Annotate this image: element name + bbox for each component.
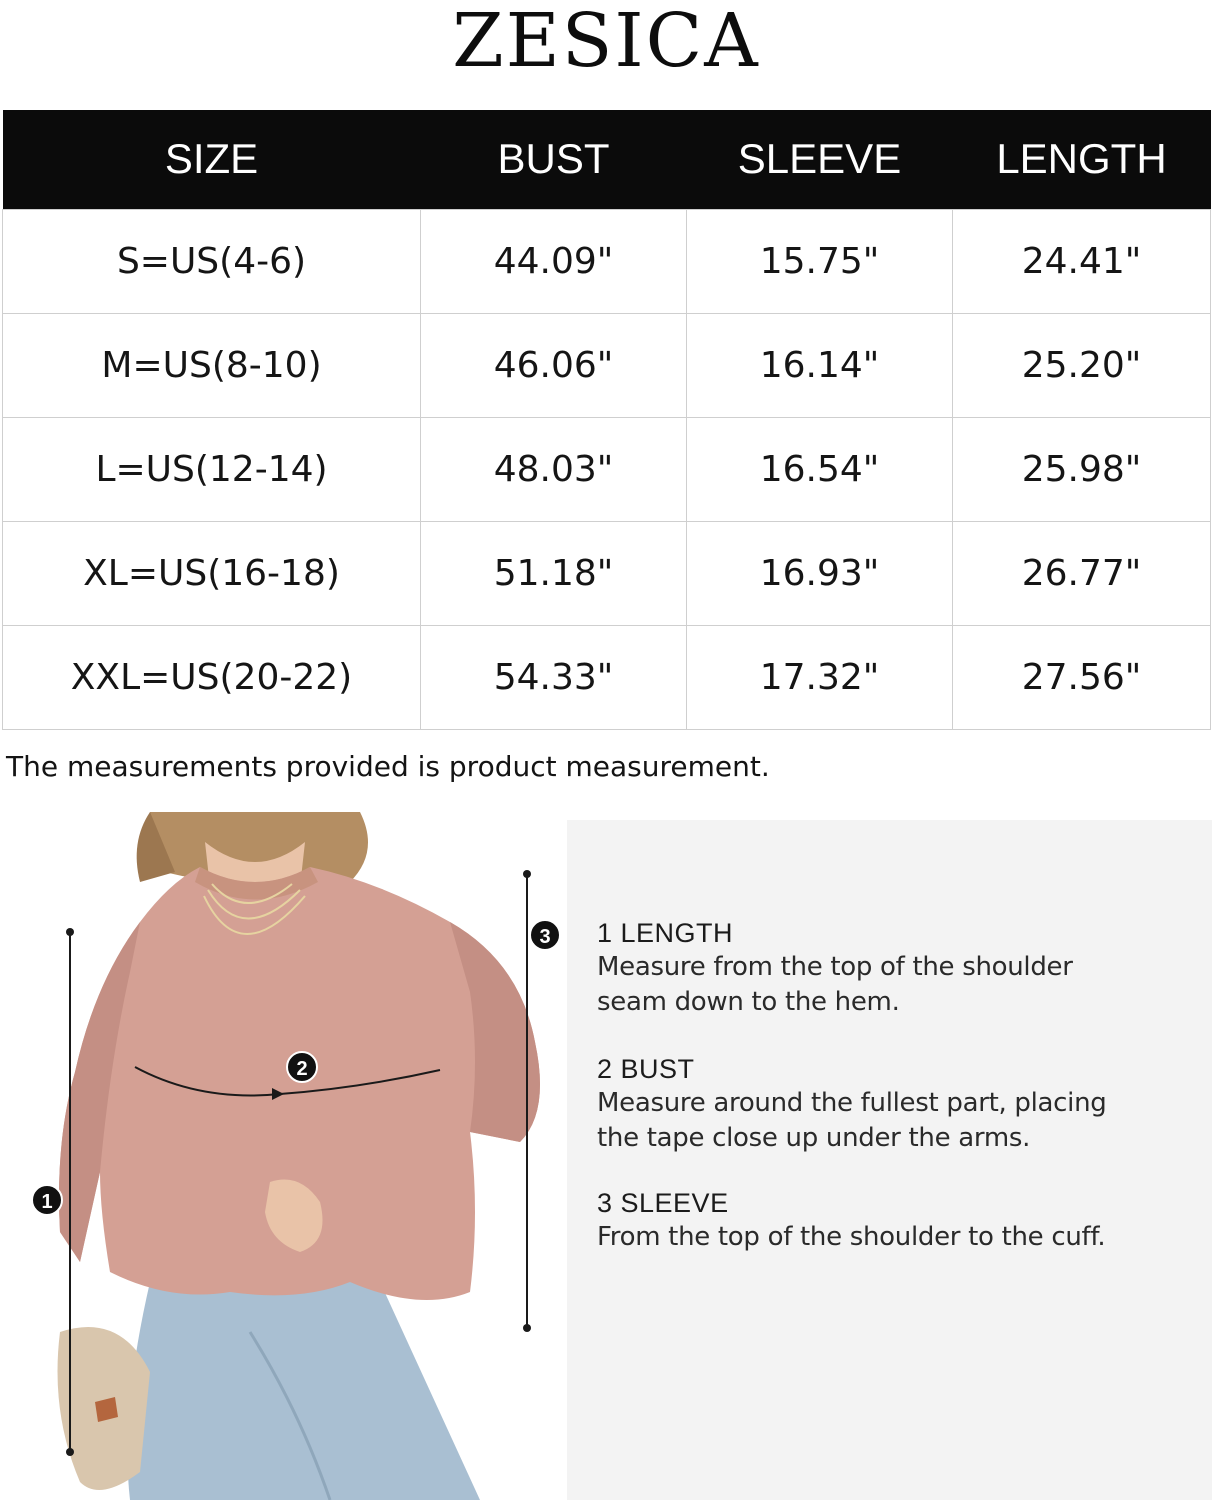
header-length: LENGTH bbox=[953, 110, 1211, 209]
measurement-guide-panel bbox=[567, 820, 1212, 1500]
marker-1-badge: 1 bbox=[31, 1184, 63, 1216]
cell-size: XXL=US(20-22) bbox=[3, 625, 421, 729]
cell-length: 26.77" bbox=[953, 521, 1211, 625]
table-row bbox=[3, 521, 1211, 625]
cell-bust: 46.06" bbox=[421, 313, 687, 417]
cell-sleeve: 17.32" bbox=[687, 625, 953, 729]
measurement-note: The measurements provided is product measurement. bbox=[6, 750, 770, 783]
step-description-line: Measure around the fullest part, placing bbox=[597, 1088, 1107, 1118]
table-row bbox=[3, 625, 1211, 729]
cell-length: 25.98" bbox=[953, 417, 1211, 521]
header-bust: BUST bbox=[421, 110, 687, 209]
guide-step-sleeve bbox=[597, 1186, 1197, 1255]
marker-2-badge: 2 bbox=[286, 1051, 318, 1083]
cell-bust: 51.18" bbox=[421, 521, 687, 625]
guide-step-length bbox=[597, 916, 1197, 1020]
step-title: 2 BUST bbox=[597, 1054, 695, 1084]
table-row bbox=[3, 417, 1211, 521]
cell-sleeve: 15.75" bbox=[687, 209, 953, 313]
step-title: 3 SLEEVE bbox=[597, 1188, 729, 1218]
cell-sleeve: 16.54" bbox=[687, 417, 953, 521]
cell-sleeve: 16.93" bbox=[687, 521, 953, 625]
cell-size: L=US(12-14) bbox=[3, 417, 421, 521]
step-description-line: the tape close up under the arms. bbox=[597, 1123, 1031, 1153]
model-photo bbox=[0, 812, 566, 1500]
cell-bust: 54.33" bbox=[421, 625, 687, 729]
cell-length: 27.56" bbox=[953, 625, 1211, 729]
cell-size: S=US(4-6) bbox=[3, 209, 421, 313]
guide-step-bust bbox=[597, 1052, 1197, 1156]
cell-bust: 48.03" bbox=[421, 417, 687, 521]
step-title: 1 LENGTH bbox=[597, 918, 734, 948]
header-sleeve: SLEEVE bbox=[687, 110, 953, 209]
cell-length: 24.41" bbox=[953, 209, 1211, 313]
cell-bust: 44.09" bbox=[421, 209, 687, 313]
cell-size: XL=US(16-18) bbox=[3, 521, 421, 625]
table-row bbox=[3, 209, 1211, 313]
step-description-line: From the top of the shoulder to the cuff. bbox=[597, 1222, 1106, 1252]
cell-sleeve: 16.14" bbox=[687, 313, 953, 417]
brand-logo: ZESICA bbox=[452, 0, 760, 84]
table-row bbox=[3, 313, 1211, 417]
step-description-line: seam down to the hem. bbox=[597, 987, 900, 1017]
cell-size: M=US(8-10) bbox=[3, 313, 421, 417]
step-description-line: Measure from the top of the shoulder bbox=[597, 952, 1073, 982]
cell-length: 25.20" bbox=[953, 313, 1211, 417]
table-header-row bbox=[3, 110, 1211, 209]
marker-3-badge: 3 bbox=[529, 919, 561, 951]
sweater-illustration bbox=[0, 812, 566, 1500]
size-chart-table bbox=[2, 110, 1211, 730]
header-size: SIZE bbox=[3, 110, 421, 209]
